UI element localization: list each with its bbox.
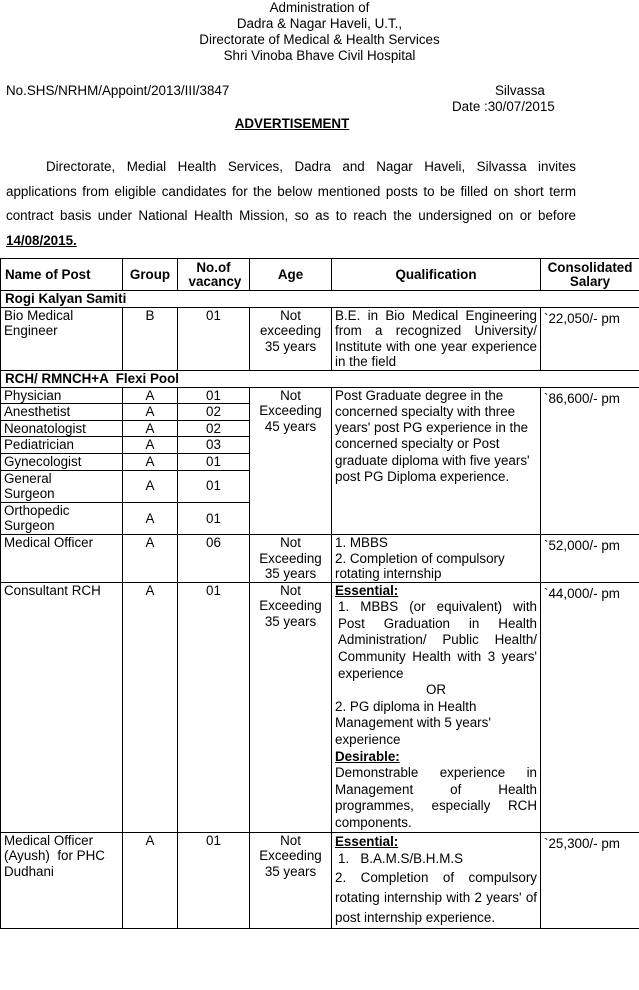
column-header-vacancy: No.of vacancy	[178, 259, 250, 291]
column-header-post: Name of Post	[1, 259, 123, 291]
group: A	[123, 404, 178, 421]
table-row	[1, 387, 639, 404]
intro-paragraph	[6, 155, 576, 253]
deadline: 14/08/2015.	[6, 232, 77, 248]
essential-label: Essential:	[335, 833, 399, 849]
salary: `52,000/- pm	[541, 534, 639, 582]
header-line-1: Administration of	[269, 0, 370, 15]
post-name: Medical Officer	[1, 534, 123, 582]
qualification	[332, 534, 541, 582]
column-header-group: Group	[123, 259, 178, 291]
post-name: Anesthetist	[1, 404, 123, 421]
age: Not Exceeding 35 years	[250, 534, 332, 582]
section-title: Rogi Kalyan Samiti	[1, 291, 639, 308]
salary: `22,050/- pm	[541, 307, 639, 370]
reference-number: No.SHS/NRHM/Appoint/2013/III/3847	[6, 83, 230, 98]
header-line-3: Directorate of Medical & Health Services	[199, 32, 440, 47]
column-header-qualification: Qualification	[332, 259, 541, 291]
post-name: General Surgeon	[1, 470, 123, 502]
desirable-text: Demonstrable experience in Management of Health programmes, especially RCH components.	[335, 765, 537, 830]
vacancy: 01	[178, 307, 250, 370]
post-name: Bio Medical Engineer	[1, 307, 123, 370]
post-name: Gynecologist	[1, 453, 123, 470]
group: A	[123, 470, 178, 502]
vacancy: 02	[178, 420, 250, 437]
vacancy: 01	[178, 453, 250, 470]
essential-item-1: 1. MBBS (or equivalent) with Post Graduation in Health Administration/ Public Health/ Community Health with 3 years' experience	[338, 599, 537, 681]
post-name: Pediatrician	[1, 437, 123, 454]
vacancy: 03	[178, 437, 250, 454]
vacancy: 01	[178, 502, 250, 534]
posts-table	[0, 258, 639, 929]
essential-item-2: 2. Completion of compulsory rotating internship with 2 years' of post internship experience.	[335, 869, 537, 925]
vacancy: 01	[178, 470, 250, 502]
age: Not exceeding 35 years	[250, 307, 332, 370]
group: A	[123, 582, 178, 832]
column-header-salary: Consolidated Salary	[541, 259, 639, 291]
table-row	[1, 534, 639, 582]
age: Not Exceeding 45 years	[250, 387, 332, 534]
header-line-4: Shri Vinoba Bhave Civil Hospital	[223, 48, 416, 63]
vacancy: 01	[178, 582, 250, 832]
essential-label: Essential:	[335, 582, 399, 598]
group: A	[123, 453, 178, 470]
desirable-label: Desirable:	[335, 748, 400, 764]
qualification: Post Graduate degree in the concerned specialty with three years' post PG experience in the concerned specialty or Post graduate diploma with five years' post PG Diploma experience.	[332, 387, 541, 534]
group: A	[123, 534, 178, 582]
header-line-2: Dadra & Nagar Haveli, U.T.,	[236, 16, 403, 31]
vacancy: 01	[178, 387, 250, 404]
place: Silvassa	[495, 83, 545, 98]
post-name: Physician	[1, 387, 123, 404]
qualification-line: 1. MBBS	[335, 534, 388, 550]
table-row	[1, 307, 639, 370]
or-separator: OR	[425, 682, 447, 698]
group: A	[123, 502, 178, 534]
table-row	[1, 582, 639, 832]
section-title: RCH/ RMNCH+A Flexi Pool	[1, 370, 639, 387]
essential-item-1: 1. B.A.M.S/B.H.M.S	[338, 851, 464, 867]
vacancy: 02	[178, 404, 250, 421]
qualification: B.E. in Bio Medical Engineering from a recognized University/ Institute with one year experience in the field	[332, 307, 541, 370]
table-header-row	[1, 259, 639, 291]
group: A	[123, 437, 178, 454]
table-row	[1, 832, 639, 928]
group: A	[123, 832, 178, 928]
vacancy: 06	[178, 534, 250, 582]
age: Not Exceeding 35 years	[250, 832, 332, 928]
qualification	[332, 582, 541, 832]
salary: `25,300/- pm	[541, 832, 639, 928]
qualification	[332, 832, 541, 928]
post-name: Medical Officer (Ayush) for PHC Dudhani	[1, 832, 123, 928]
qualification-line: 2. Completion of compulsory rotating internship	[335, 550, 505, 582]
salary: `44,000/- pm	[541, 582, 639, 832]
document-title: ADVERTISEMENT	[234, 116, 350, 131]
vacancy: 01	[178, 832, 250, 928]
column-header-age: Age	[250, 259, 332, 291]
group: A	[123, 420, 178, 437]
intro-text: Directorate, Medial Health Services, Dadra and Nagar Haveli, Silvassa invites applications from eligible candidates for the below mentioned posts to be filled on short term contract basis under National Health Mission, so as to reach the undersigned on or before	[6, 159, 576, 223]
section-row	[1, 370, 639, 387]
essential-item-2: 2. PG diploma in Health Management with 5 years' experience	[335, 698, 491, 748]
salary: `86,600/- pm	[541, 387, 639, 534]
group: B	[123, 307, 178, 370]
age: Not Exceeding 35 years	[250, 582, 332, 832]
post-name: Orthopedic Surgeon	[1, 502, 123, 534]
post-name: Consultant RCH	[1, 582, 123, 832]
section-row	[1, 291, 639, 308]
date: Date :30/07/2015	[452, 99, 555, 114]
group: A	[123, 387, 178, 404]
post-name: Neonatologist	[1, 420, 123, 437]
